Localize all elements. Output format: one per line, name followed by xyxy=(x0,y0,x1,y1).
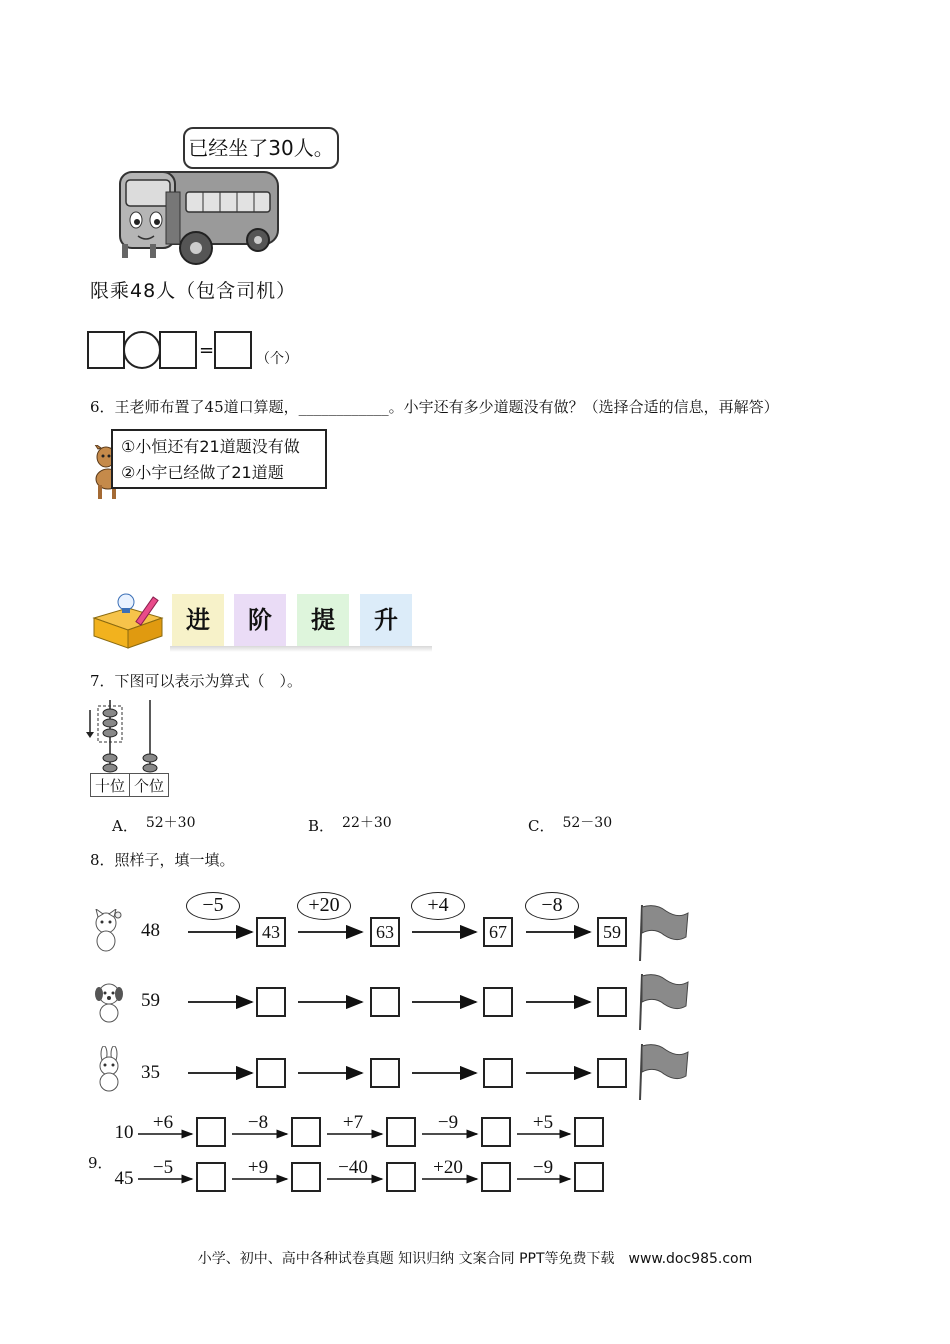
q7-option-c-letter: C． xyxy=(528,817,555,835)
q8-row1-box-3[interactable] xyxy=(483,987,513,1017)
q8-example-box-2: 63 xyxy=(370,917,400,947)
ones-place-label: 个位 xyxy=(130,774,169,797)
section-shadow xyxy=(170,646,432,652)
answer-box-3[interactable] xyxy=(214,331,252,369)
q8-op-2: +20 xyxy=(297,892,351,920)
q8-row2-start: 35 xyxy=(141,1062,160,1083)
q8-example-start: 48 xyxy=(141,920,160,941)
q6-text: 6．王老师布置了45道口算题，____________。小宇还有多少道题没有做？（选择合适的信息，再解答） xyxy=(90,398,779,416)
rabbit-icon xyxy=(92,1046,128,1092)
q7-option-c-expr: 52－30 xyxy=(562,815,613,831)
speech-bubble: 已经坐了30人。 xyxy=(183,127,339,169)
q9-chain2-op-1: −5 xyxy=(152,1157,174,1178)
q8-arrows xyxy=(180,915,640,1095)
q8-example-box-3: 67 xyxy=(483,917,513,947)
q9-chain1-op-5: +5 xyxy=(532,1112,554,1133)
q9-chain2-start: 45 xyxy=(114,1168,134,1189)
tens-place-label: 十位 xyxy=(91,774,130,797)
q8-row2-box-3[interactable] xyxy=(483,1058,513,1088)
q8-row2-box-1[interactable] xyxy=(256,1058,286,1088)
q9-chain2-op-3: −40 xyxy=(338,1157,368,1178)
q8-example-box-1: 43 xyxy=(256,917,286,947)
q7-text: 7．下图可以表示为算式（ ）。 xyxy=(90,672,303,690)
equals-sign: = xyxy=(199,340,215,361)
tile-jin: 进 xyxy=(172,594,224,646)
q9-chain1-start: 10 xyxy=(114,1122,134,1143)
q7-option-a[interactable] xyxy=(112,815,195,836)
place-value-table xyxy=(90,773,169,797)
tile-sheng: 升 xyxy=(360,594,412,646)
q7-option-a-expr: 52＋30 xyxy=(145,815,196,831)
q9-chain1-op-2: −8 xyxy=(247,1112,269,1133)
cat-icon xyxy=(90,909,126,953)
q8-op-4: −8 xyxy=(525,892,579,920)
q8-text: 8．照样子，填一填。 xyxy=(90,851,235,869)
q7-option-b[interactable] xyxy=(308,815,392,836)
q9-chain1-op-4: −9 xyxy=(437,1112,459,1133)
q9-chain2-op-4: +20 xyxy=(433,1157,463,1178)
q7-option-c[interactable] xyxy=(528,815,612,836)
q8-row1-box-2[interactable] xyxy=(370,987,400,1017)
q8-row1-start: 59 xyxy=(141,990,160,1011)
q8-row2-box-2[interactable] xyxy=(370,1058,400,1088)
answer-box-1[interactable] xyxy=(87,331,125,369)
counting-frame-diagram xyxy=(84,698,174,774)
q8-row1-box-4[interactable] xyxy=(597,987,627,1017)
q7-option-b-letter: B． xyxy=(308,817,335,835)
unit-label: （个） xyxy=(256,351,298,367)
answer-box-2[interactable] xyxy=(159,331,197,369)
tile-jie: 阶 xyxy=(234,594,286,646)
q9-label: 9． xyxy=(88,1154,113,1172)
flag-icon xyxy=(636,972,692,1032)
page-footer: 小学、初中、高中各种试卷真题 知识归纳 文案合同 PPT等免费下载 www.doc985.com xyxy=(197,1251,753,1267)
q8-row2-box-4[interactable] xyxy=(597,1058,627,1088)
flag-icon xyxy=(636,1042,692,1102)
q8-example-box-4: 59 xyxy=(597,917,627,947)
q7-option-a-letter: A． xyxy=(112,817,138,835)
q8-row1-box-1[interactable] xyxy=(256,987,286,1017)
operator-circle[interactable] xyxy=(123,331,161,369)
flag-icon xyxy=(636,903,692,963)
treasure-box-icon xyxy=(88,588,168,650)
q9-chain2-op-2: +9 xyxy=(247,1157,269,1178)
q9-chain2-op-5: −9 xyxy=(532,1157,554,1178)
q8-op-3: +4 xyxy=(411,892,465,920)
q6-info-box xyxy=(111,429,327,489)
q6-option-1[interactable]: ①小恒还有21道题没有做 xyxy=(121,437,300,456)
tile-ti: 提 xyxy=(297,594,349,646)
q9-arrows xyxy=(130,1128,580,1188)
q7-option-b-expr: 22＋30 xyxy=(342,815,392,831)
bus-capacity-label: 限乘48人（包含司机） xyxy=(90,280,297,302)
dog-icon xyxy=(92,980,128,1024)
q8-op-1: −5 xyxy=(186,892,240,920)
bus-illustration xyxy=(108,160,288,270)
q6-option-2[interactable]: ②小宇已经做了21道题 xyxy=(121,463,284,482)
q9-chain1-op-1: +6 xyxy=(152,1112,174,1133)
q9-chain1-op-3: +7 xyxy=(342,1112,364,1133)
